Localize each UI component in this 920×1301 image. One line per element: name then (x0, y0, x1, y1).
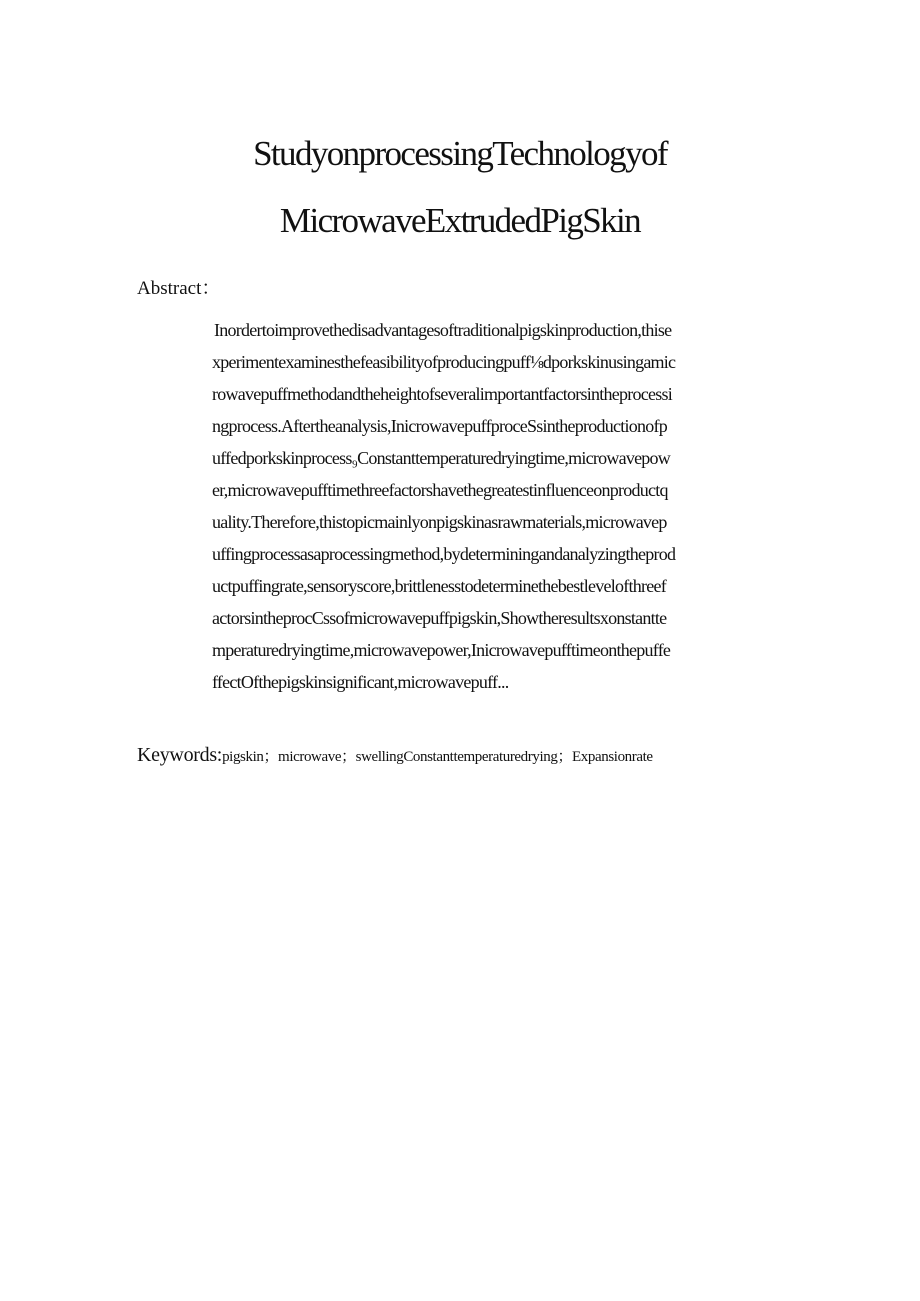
abstract-line: actorsintheprocCssofmicrowavepuffpigskin,Showtheresultsxonstantte (212, 608, 667, 628)
abstract-line: Inordertoimprovethedisadvantagesoftraditionalpigskinproduction,thise (214, 320, 672, 340)
abstract-line: mperaturedryingtime,microwavepower,Inicrowavepufftimeonthepuffe (212, 640, 671, 660)
abstract-line: uffedporkskinprocess₉Constanttemperaturedryingtime,microwavepow (212, 448, 671, 468)
abstract-line: ngprocess.Aftertheanalysis,InicrowavepuffproceSsintheproductionofp (212, 416, 668, 436)
abstract-line: uffingprocessasaprocessingmethod,bydeterminingandanalyzingtheprod (212, 544, 676, 564)
abstract-body (212, 314, 792, 698)
abstract-line: uctpuffingrate,sensoryscore,brittlenesstodeterminethebestlevelofthreef (212, 576, 666, 596)
keywords-values: pigskin；microwave；swellingConstanttemperaturedrying；Expansionrate (222, 749, 653, 765)
abstract-line: xperimentexaminesthefeasibilityofproducingpuff⅛dporkskinusingamic (212, 352, 676, 372)
abstract-line: er,microwaveρufftimethreefactorshavethegreatestinfluenceonproductq (212, 480, 668, 500)
abstract-line: rowavepuffmethodandtheheightofseveralimportantfactorsintheprocessi (212, 384, 672, 404)
keywords-row (137, 745, 653, 765)
title-line-2: MicrowaveExtrudedPigSkin (279, 201, 641, 240)
abstract-label: Abstract： (137, 278, 221, 299)
abstract-line: ffectOfthepigskinsignificant,microwavepuff... (212, 672, 509, 692)
keywords-label: Keywords: (137, 744, 223, 766)
abstract-line: uality.Therefore,thistopicmainlyonpigskinasrawmaterials,microwavep (212, 512, 667, 532)
title-line-1: StudyonprocessingTechnologyof (253, 134, 667, 173)
